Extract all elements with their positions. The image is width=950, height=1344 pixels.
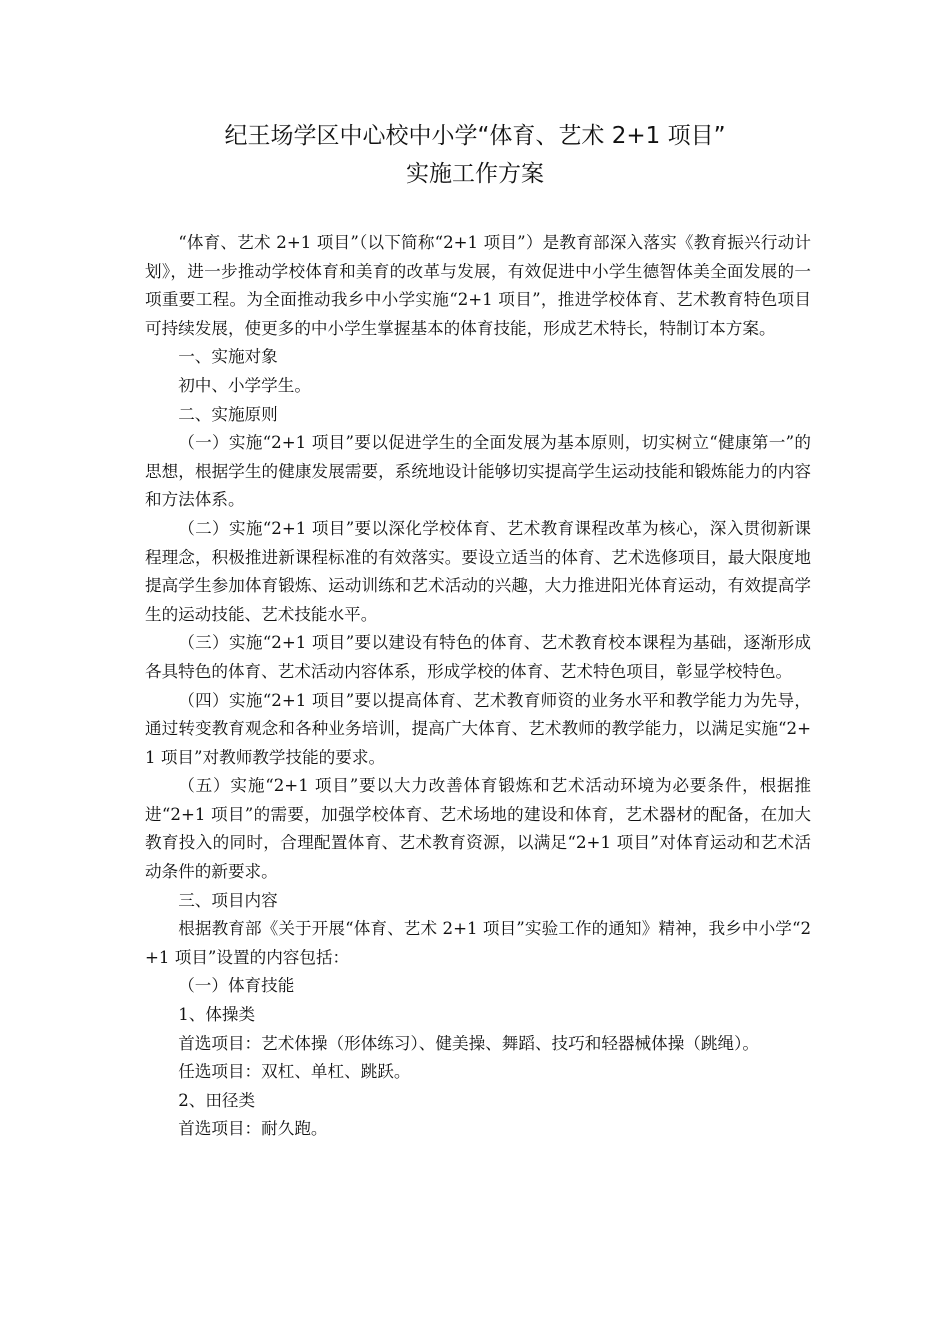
document-body	[145, 229, 811, 1144]
paragraph-principle-2: （二）实施“2+1 项目”要以深化学校体育、艺术教育课程改革为核心，深入贯彻新课程理念，积极推进新课程标准的有效落实。要设立适当的体育、艺术选修项目，最大限度地提高学生参加体育锻炼、运动训练和艺术活动的兴趣，大力推进阳光体育运动，有效提高学生的运动技能、艺术技能水平。	[145, 518, 811, 624]
gymnastics-preferred-items: 首选项目：艺术体操（形体练习）、健美操、舞蹈、技巧和轻器械体操（跳绳）。	[178, 1033, 759, 1053]
track-field-preferred-items: 首选项目：耐久跑。	[178, 1119, 328, 1139]
document-title-line-1: 纪王场学区中心校中小学“体育、艺术 2+1 项目”	[224, 123, 726, 149]
paragraph-target: 初中、小学学生。	[178, 375, 311, 395]
section-heading-3: 三、项目内容	[178, 890, 278, 910]
paragraph-principle-5: （五）实施“2+1 项目”要以大力改善体育锻炼和艺术活动环境为必要条件，根据推进“2+1 项目”的需要，加强学校体育、艺术场地的建设和体育，艺术器材的配备，在加大教育投入的同时，合理配置体育、艺术教育资源，以满足“2+1 项目”对体育运动和艺术活动条件的新要求。	[145, 776, 811, 882]
document-title-line-2: 实施工作方案	[406, 161, 544, 187]
paragraph-principle-4: （四）实施“2+1 项目”要以提高体育、艺术教育师资的业务水平和教学能力为先导，通过转变教育观念和各种业务培训，提高广大体育、艺术教师的教学能力，以满足实施“2+1 项目”对教师教学技能的要求。	[145, 690, 811, 767]
paragraph-principle-1: （一）实施“2+1 项目”要以促进学生的全面发展为基本原则，切实树立“健康第一”的思想，根据学生的健康发展需要，系统地设计能够切实提高学生运动技能和锻炼能力的内容和方法体系。	[145, 433, 811, 510]
paragraph-content-intro: 根据教育部《关于开展“体育、艺术 2+1 项目”实验工作的通知》精神，我乡中小学“2+1 项目”设置的内容包括：	[145, 919, 811, 967]
section-heading-1: 一、实施对象	[178, 347, 278, 367]
paragraph-intro: “体育、艺术 2+1 项目”（以下简称“2+1 项目”）是教育部深入落实《教育振兴行动计划》，进一步推动学校体育和美育的改革与发展，有效促进中小学生德智体美全面发展的一项重要工程。为全面推动我乡中小学实施“2+1 项目”，推进学校体育、艺术教育特色项目可持续发展，使更多的中小学生掌握基本的体育技能，形成艺术特长，特制订本方案。	[145, 233, 811, 338]
paragraph-principle-3: （三）实施“2+1 项目”要以建设有特色的体育、艺术教育校本课程为基础，逐渐形成各具特色的体育、艺术活动内容体系，形成学校的体育、艺术特色项目，彰显学校特色。	[145, 633, 811, 681]
item-heading-gymnastics: 1、体操类	[178, 1005, 256, 1025]
item-heading-track-field: 2、田径类	[178, 1090, 256, 1110]
section-heading-2: 二、实施原则	[178, 404, 278, 424]
gymnastics-optional-items: 任选项目：双杠、单杠、跳跃。	[178, 1062, 411, 1082]
subsection-heading-sports-skills: （一）体育技能	[178, 976, 295, 996]
